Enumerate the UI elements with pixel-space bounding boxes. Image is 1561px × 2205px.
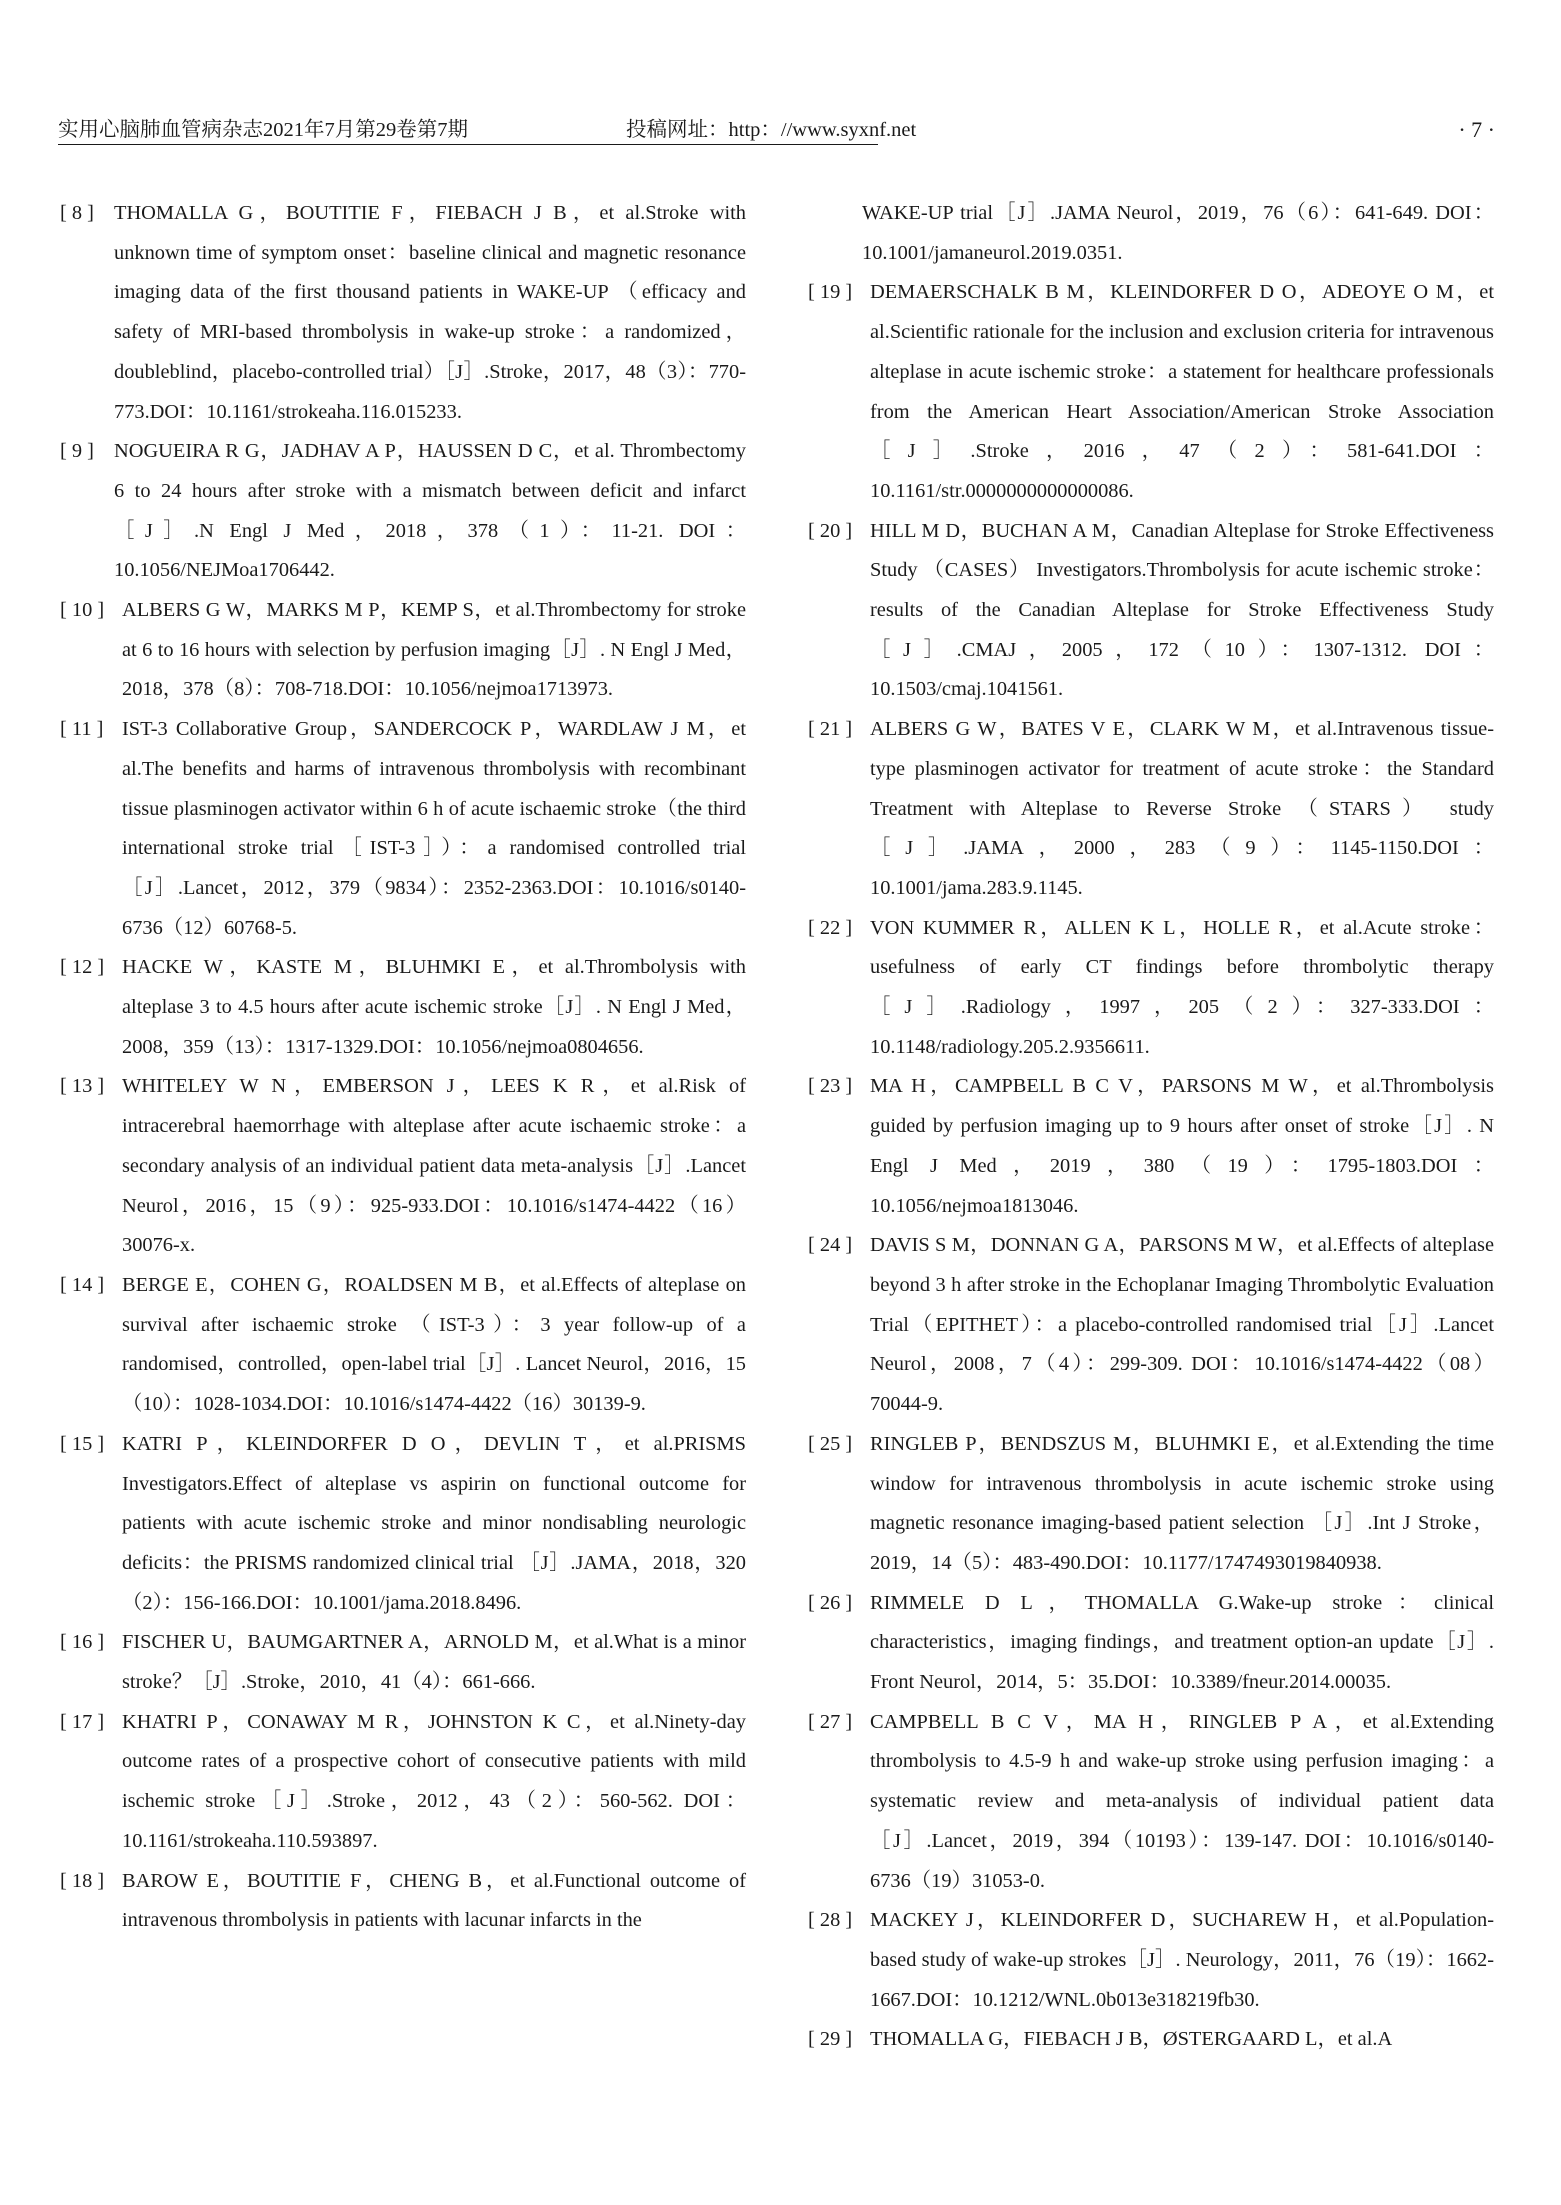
reference-text: RINGLEB P，BENDSZUS M，BLUHMKI E，et al.Extending the time window for intravenous thrombolysis in acute ischemic stroke using magnetic resonance imaging-based patient selection ［J］.Int J Stroke，2019，14（5）：483-490.DOI：10.1177/1747493019840938. — [870, 1432, 1494, 1574]
reference-entry — [808, 1703, 1494, 1902]
reference-number: [ 26 ] — [808, 1591, 853, 1614]
reference-entry — [60, 948, 746, 1067]
reference-entry — [808, 1901, 1494, 2020]
reference-column-right — [808, 194, 1494, 2060]
reference-number: [ 27 ] — [808, 1710, 853, 1733]
reference-entry — [60, 1266, 746, 1425]
reference-text: THOMALLA G，BOUTITIE F，FIEBACH J B，et al.Stroke with unknown time of symptom onset：baseline clinical and magnetic resonance imaging data of the first thousand patients in WAKE-UP （efficacy and safety of MRI-based thrombolysis in wake-up stroke：a randomized，doubleblind，placebo-controlled trial）［J］.Stroke，2017，48（3）：770-773.DOI：10.1161/strokeaha.116.015233. — [114, 202, 746, 423]
reference-text: THOMALLA G，FIEBACH J B，ØSTERGAARD L，et al.A — [870, 2028, 1393, 2051]
reference-text: CAMPBELL B C V，MA H，RINGLEB P A，et al.Extending thrombolysis to 4.5-9 h and wake-up stroke using perfusion imaging：a systematic review and meta-analysis of individual patient data［J］.Lancet，2019，394（10193）：139-147. DOI：10.1016/s0140-6736（19）31053-0. — [870, 1710, 1494, 1892]
reference-number: [ 11 ] — [60, 718, 104, 741]
reference-text: DEMAERSCHALK B M，KLEINDORFER D O，ADEOYE O M，et al.Scientific rationale for the inclusion and exclusion criteria for intravenous alteplase in acute ischemic stroke：a statement for healthcare professionals from the American Heart Association/American Stroke Association［J］.Stroke，2016，47（2）：581-641.DOI：10.1161/str.0000000000000086. — [870, 281, 1494, 502]
reference-number: [ 15 ] — [60, 1432, 105, 1455]
reference-text: HACKE W，KASTE M，BLUHMKI E，et al.Thrombolysis with alteplase 3 to 4.5 hours after acute ischemic stroke［J］. N Engl J Med，2008，359（13）：1317-1329.DOI：10.1056/nejmoa0804656. — [122, 956, 746, 1058]
reference-text: DAVIS S M，DONNAN G A，PARSONS M W，et al.Effects of alteplase beyond 3 h after stroke in the Echoplanar Imaging Thrombolytic Evaluation Trial（EPITHET）：a placebo-controlled randomised trial［J］.Lancet Neurol，2008，7（4）：299-309. DOI：10.1016/s1474-4422（08）70044-9. — [870, 1234, 1494, 1416]
reference-entry — [808, 273, 1494, 511]
reference-number: [ 21 ] — [808, 718, 853, 741]
reference-number: [ 13 ] — [60, 1075, 105, 1098]
reference-text: RIMMELE D L，THOMALLA G.Wake-up stroke：clinical characteristics，imaging findings，and treatment option-an update［J］. Front Neurol，2014，5：35.DOI：10.3389/fneur.2014.00035. — [870, 1591, 1494, 1694]
reference-entry — [60, 432, 746, 591]
reference-entry — [60, 1067, 746, 1266]
reference-number: [ 24 ] — [808, 1234, 853, 1257]
page-number: · 7 · — [1458, 117, 1495, 142]
reference-entry — [60, 591, 746, 710]
reference-text: VON KUMMER R，ALLEN K L，HOLLE R，et al.Acute stroke：usefulness of early CT findings before thrombolytic therapy ［J］.Radiology，1997，205（2）：327-333.DOI：10.1148/radiology.205.2.9356611. — [870, 916, 1494, 1058]
reference-text: BAROW E，BOUTITIE F，CHENG B，et al.Functional outcome of intravenous thrombolysis in patients with lacunar infarcts in the — [122, 1869, 746, 1932]
reference-text: WHITELEY W N，EMBERSON J，LEES K R，et al.Risk of intracerebral haemorrhage with alteplase after acute ischaemic stroke：a secondary analysis of an individual patient data meta-analysis［J］.Lancet Neurol，2016，15（9）：925-933.DOI：10.1016/s1474-4422（16）30076-x. — [122, 1075, 746, 1257]
reference-number: [ 20 ] — [808, 519, 853, 542]
reference-entry — [808, 1584, 1494, 1703]
reference-text: MA H，CAMPBELL B C V，PARSONS M W，et al.Thrombolysis guided by perfusion imaging up to 9 hours after onset of stroke［J］. N Engl J Med，2019，380（19）：1795-1803.DOI：10.1056/nejmoa1813046. — [870, 1075, 1494, 1217]
reference-text: HILL M D，BUCHAN A M，Canadian Alteplase for Stroke Effectiveness Study （CASES） Investigators.Thrombolysis for acute ischemic stroke：results of the Canadian Alteplase for Stroke Effectiveness Study［J］.CMAJ，2005，172（10）：1307-1312. DOI：10.1503/cmaj.1041561. — [870, 519, 1494, 701]
journal-title: 实用心脑肺血管病杂志2021年7月第29卷第7期 — [58, 119, 468, 141]
reference-number: [ 8 ] — [60, 202, 94, 224]
reference-number: [ 28 ] — [808, 1909, 853, 1932]
header-rule — [58, 144, 878, 145]
reference-number: [ 29 ] — [808, 2028, 853, 2051]
reference-text: KHATRI P，CONAWAY M R，JOHNSTON K C，et al.Ninety-day outcome rates of a prospective cohort of consecutive patients with mild ischemic stroke［J］.Stroke，2012，43（2）：560-562. DOI：10.1161/strokeaha.110.593897. — [122, 1710, 746, 1852]
reference-number: [ 10 ] — [60, 599, 105, 622]
reference-number: [ 23 ] — [808, 1075, 853, 1098]
reference-entry — [808, 909, 1494, 1068]
reference-entry — [60, 1862, 746, 1941]
submission-url[interactable]: 投稿网址：http：//www.syxnf.net — [626, 119, 917, 141]
reference-entry — [808, 1226, 1494, 1425]
reference-number: [ 19 ] — [808, 281, 853, 304]
reference-entry — [60, 710, 746, 948]
page-header — [58, 112, 1503, 148]
reference-number: [ 12 ] — [60, 956, 105, 979]
reference-text: MACKEY J，KLEINDORFER D，SUCHAREW H，et al.Population-based study of wake-up strokes［J］. Neurology，2011，76（19）：1662-1667.DOI：10.1212/WNL.0b013e318219fb30. — [870, 1909, 1494, 2011]
reference-text: FISCHER U，BAUMGARTNER A，ARNOLD M，et al.What is a minor stroke？［J］.Stroke，2010，41（4）：661-666. — [122, 1631, 746, 1694]
reference-number: [ 25 ] — [808, 1432, 853, 1455]
reference-column-left — [60, 194, 746, 1941]
reference-entry — [60, 194, 746, 432]
reference-text: IST-3 Collaborative Group，SANDERCOCK P，WARDLAW J M，et al.The benefits and harms of intravenous thrombolysis with recombinant tissue plasminogen activator within 6 h of acute ischaemic stroke（the third international stroke trial［IST-3］）：a randomised controlled trial［J］.Lancet，2012，379（9834）：2352-2363.DOI：10.1016/s0140-6736（12）60768-5. — [122, 718, 746, 939]
reference-entry — [808, 1067, 1494, 1226]
reference-text: ALBERS G W，MARKS M P，KEMP S，et al.Thrombectomy for stroke at 6 to 16 hours with selection by perfusion imaging［J］. N Engl J Med，2018，378（8）：708-718.DOI：10.1056/nejmoa1713973. — [122, 599, 746, 701]
reference-text: WAKE-UP trial［J］.JAMA Neurol，2019，76（6）：641-649. DOI：10.1001/jamaneurol.2019.0351. — [862, 202, 1494, 264]
reference-continuation — [808, 194, 1494, 273]
reference-entry — [60, 1623, 746, 1702]
reference-entry — [808, 1425, 1494, 1584]
reference-number: [ 22 ] — [808, 916, 853, 939]
reference-number: [ 18 ] — [60, 1869, 105, 1892]
reference-entry — [808, 2020, 1494, 2060]
reference-text: KATRI P，KLEINDORFER D O，DEVLIN T，et al.PRISMS Investigators.Effect of alteplase vs aspirin on functional outcome for patients with acute ischemic stroke and minor nondisabling neurologic deficits：the PRISMS randomized clinical trial ［J］.JAMA，2018，320（2）：156-166.DOI：10.1001/jama.2018.8496. — [122, 1432, 746, 1614]
reference-text: NOGUEIRA R G，JADHAV A P，HAUSSEN D C，et al. Thrombectomy 6 to 24 hours after stroke with a mismatch between deficit and infarct［J］.N Engl J Med，2018，378（1）：11-21. DOI：10.1056/NEJMoa1706442. — [114, 440, 746, 582]
reference-number: [ 9 ] — [60, 440, 94, 463]
reference-number: [ 17 ] — [60, 1710, 105, 1733]
reference-entry — [808, 710, 1494, 909]
reference-text: ALBERS G W，BATES V E，CLARK W M，et al.Intravenous tissue-type plasminogen activator for treatment of acute stroke：the Standard Treatment with Alteplase to Reverse Stroke （STARS） study［J］.JAMA，2000，283（9）：1145-1150.DOI：10.1001/jama.283.9.1145. — [870, 718, 1494, 899]
reference-entry — [60, 1703, 746, 1862]
reference-text: BERGE E，COHEN G，ROALDSEN M B，et al.Effects of alteplase on survival after ischaemic stroke （IST-3）：3 year follow-up of a randomised，controlled，open-label trial［J］. Lancet Neurol，2016，15（10）：1028-1034.DOI：10.1016/s1474-4422（16）30139-9. — [122, 1273, 746, 1416]
reference-entry — [808, 512, 1494, 711]
reference-number: [ 16 ] — [60, 1631, 105, 1654]
reference-number: [ 14 ] — [60, 1273, 105, 1296]
reference-entry — [60, 1425, 746, 1624]
